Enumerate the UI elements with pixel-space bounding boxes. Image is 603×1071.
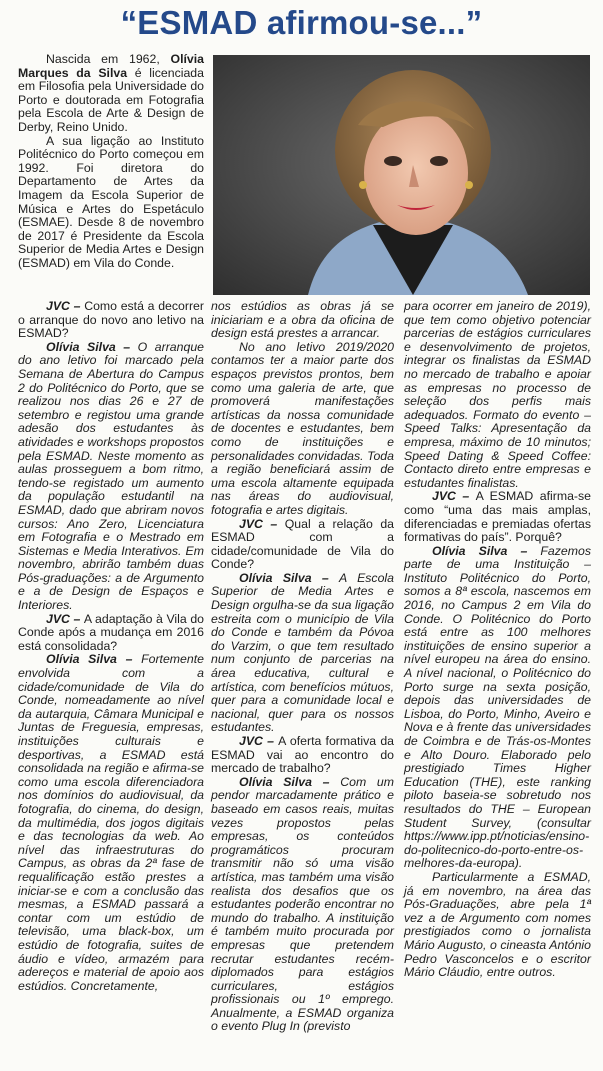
question: JVC – A adaptação à Vila do Conde após a mudança em 2016 está consolidada? <box>18 611 204 653</box>
answer: No ano letivo 2019/2020 contamos ter a maior parte dos espaços previstos prontos, bem como uma galeria de arte, que promoverá manifestações artísticas da nossa comunidade de docentes e estudantes, bem como de instituições e personalidades convidadas. Toda a região beneficiará assim de uma escola altamente equipada nas áreas do audiovisual, fotografia e artes digitais. <box>211 339 394 517</box>
headline: “ESMAD afirmou-se...” <box>120 4 483 41</box>
question: JVC – A oferta formativa da ESMAD vai ao encontro do mercado de trabalho? <box>211 734 394 776</box>
column-1 <box>18 300 204 993</box>
column-3 <box>404 300 591 980</box>
answer-continuation: para ocorrer em janeiro de 2019), que tem como objetivo potenciar parcerias de estágios curriculares e desenvolvimento de projetos, integrar os finalistas da ESMAD no mercado de trabalho e apoiar as empresas no processo de seleção dos perfis mais adequados. Formato do evento – Speed Talks: Apresentação da empresa, máximo de 10 minutos; Speed Dating & Speed Coffee: Contacto direto entre empresas e estudantes finalistas. <box>404 299 591 490</box>
question: JVC – Qual a relação da ESMAD com a cidade/comunidade de Vila do Conde? <box>211 516 395 572</box>
answer: Particularmente a ESMAD, já em novembro, na área das Pós-Graduações, abre pela 1ª vez a de Argumento com nomes prestigiados como o jornalista Mário Augusto, o cineasta António Pedro Vasconcelos e o escritor Mário Cláudio, entre outros. <box>404 869 591 980</box>
bio-paragraph: Nascida em 1962, Olívia Marques da Silva é licenciada em Filosofia pela Universidade do Porto e doutorada em Fotografia pela Escola de Arte & Design de Derby, Reino Unido. <box>18 52 204 134</box>
portrait-photo <box>213 55 590 295</box>
answer: Olívia Silva – Fortemente envolvida com a cidade/comunidade de Vila do Conde, nomeadamente ao nível da autarquia, Câmara Municipal e Juntas de Freguesia, empresas, instituições culturais e desportivas, a ESMAD está consolidada na região e afirma-se como uma escola diferenciadora nos domínios do audiovisual, da fotografia, do cinema, do design, da multimédia, dos jogos digitais e das tecnologias da web. Ao nível das infraestruturas do Campus, as obras da 2ª fase de requalificação estão prestes a iniciar-se e com a conclusão das mesmas, a ESMAD passará a contar com um estúdio de televisão, uma black-box, um estúdio de fotografia, suites de áudio e vídeo, armazém para adereços e material de apoio aos estúdios. Concretamente, <box>18 652 204 993</box>
answer-continuation: nos estúdios as obras já se iniciariam e a obra da oficina de design está prestes a arrancar. <box>211 299 394 341</box>
bio-paragraph: A sua ligação ao Instituto Politécnico do Porto começou em 1992. Foi diretora do Departamento de Artes da Imagem da Escola Superior de Música e Artes do Espetáculo (ESMAE). Desde 8 de novembro de 2017 é Presidente da Escola Superior de Media Artes e Design (ESMAD) em Vila do Conde. <box>18 133 204 270</box>
question: JVC – Como está a decorrer o arranque do novo ano letivo na ESMAD? <box>18 299 204 341</box>
answer: Olívia Silva – O arranque do ano letivo foi marcado pela Semana de Abertura do Campus 2 do Politécnico do Porto, que se realizou nos dias 26 e 27 de setembro e registou uma grande adesão dos estudantes às atividades e workshops propostos pela ESMAD. Neste momento as aulas prosseguem a bom ritmo, tendo-se registado um aumento da população estudantil na ESMAD, dado que abriram novos cursos: Ano Zero, Licenciatura em Fotografia e o Mestrado em Sistemas e Media Interativos. Em novembro, abrirão também duas Pós-graduações: a de Argumento e a de Design de Espaços e Interiores. <box>18 339 204 613</box>
answer: Olívia Silva – Com um pendor marcadamente prático e baseado em casos reais, muitas vezes propostos pelas empresas, os conteúdos programáticos procuram transmitir não só uma visão artística, mas também uma visão realista dos desafios que os estudantes poderão encontrar no mundo do trabalho. A instituição é também muito procurada por empresas que pretendem recrutar estudantes recém-diplomados para estágios curriculares, estágios profissionais ou 1º emprego. Anualmente, a ESMAD organiza o evento Plug In (previsto <box>211 774 395 1034</box>
column-2 <box>211 300 394 1034</box>
answer: Olívia Silva – Fazemos parte de uma Instituição – Instituto Politécnico do Porto, somos a 8ª escola, nascemos em 2016, no Campus 2 em Vila do Conde. O Politécnico do Porto está entre as 100 melhores instituições de ensino superior a nível europeu na área do ensino. A nível nacional, o Politécnico do Porto surge na sexta posição, depois das universidades de Lisboa, do Porto, Minho, Aveiro e Nova e à frente das universidades de Coimbra e de Trás-os-Montes e Alto Douro. Elaborado pelo prestigiado Times Higher Education (THE), este ranking piloto baseia-se sobretudo nos resultados do THE – European Student Survey, (consultar https://www.ipp.pt/noticias/ensino-do-politecnico-do-porto-entre-os-melhores-da-europa). <box>404 543 591 871</box>
answer: Olívia Silva – A Escola Superior de Media Artes e Design orgulha-se da sua ligação estreita com o município de Vila do Conde e também da Póvoa do Varzim, o que tem resultado num conjunto de parcerias na área educativa, cultural e artística, com benefícios mútuos, quer para a comunidade local e nacional, quer para os nossos estudantes. <box>211 570 394 735</box>
bio-block <box>18 53 204 271</box>
question: JVC – A ESMAD afirma-se como “uma das mais amplas, diferenciadas e premiadas ofertas formativas do país”. Porquê? <box>404 489 591 545</box>
